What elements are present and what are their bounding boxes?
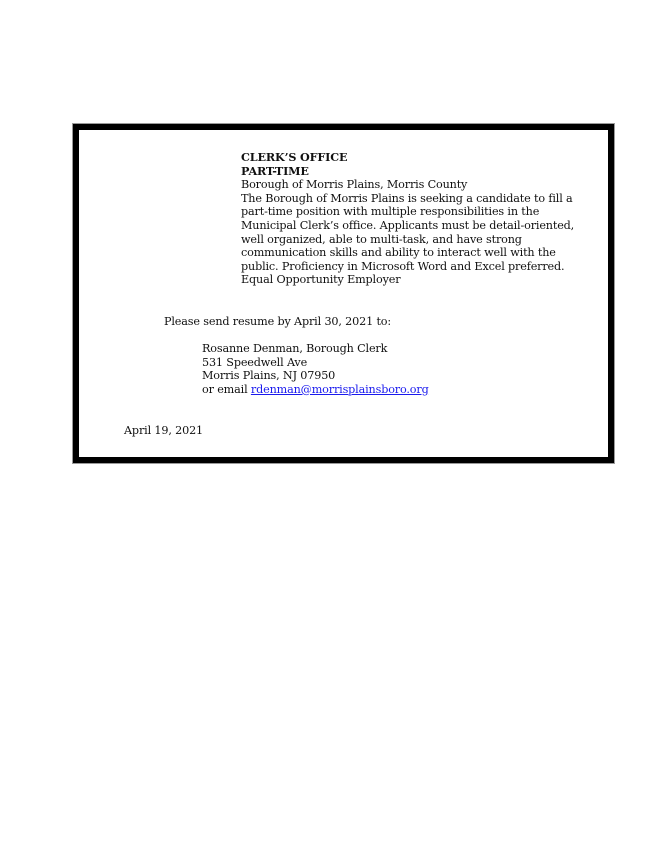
contact-city: Morris Plains, NJ 07950 bbox=[202, 369, 336, 383]
send-instructions: Please send resume by April 30, 2021 to: bbox=[164, 315, 392, 328]
notice-title: CLERK’S OFFICE bbox=[241, 150, 348, 164]
email-prefix: or email bbox=[202, 382, 251, 396]
notice-date: April 19, 2021 bbox=[124, 424, 204, 437]
notice-frame bbox=[73, 124, 614, 463]
contact-street: 531 Speedwell Ave bbox=[202, 355, 308, 369]
description-line: communication skills and ability to interact well with the bbox=[241, 246, 556, 260]
notice-subtitle: PART-TIME bbox=[241, 163, 309, 178]
contact-email-line bbox=[202, 383, 429, 397]
description-line: public. Proficiency in Microsoft Word and Excel preferred. bbox=[241, 259, 565, 273]
email-link[interactable]: rdenman@morrisplainsboro.org bbox=[250, 382, 429, 396]
description-line: well organized, able to multi-task, and have strong bbox=[241, 232, 522, 246]
description-line: part-time position with multiple responsibilities in the bbox=[241, 205, 540, 219]
description-line: The Borough of Morris Plains is seeking a candidate to fill a bbox=[241, 191, 573, 205]
eeo-statement: Equal Opportunity Employer bbox=[241, 273, 401, 287]
description-line: Municipal Clerk’s office. Applicants must be detail-oriented, bbox=[241, 219, 575, 232]
employer-line: Borough of Morris Plains, Morris County bbox=[241, 178, 468, 192]
contact-name: Rosanne Denman, Borough Clerk bbox=[202, 342, 388, 355]
